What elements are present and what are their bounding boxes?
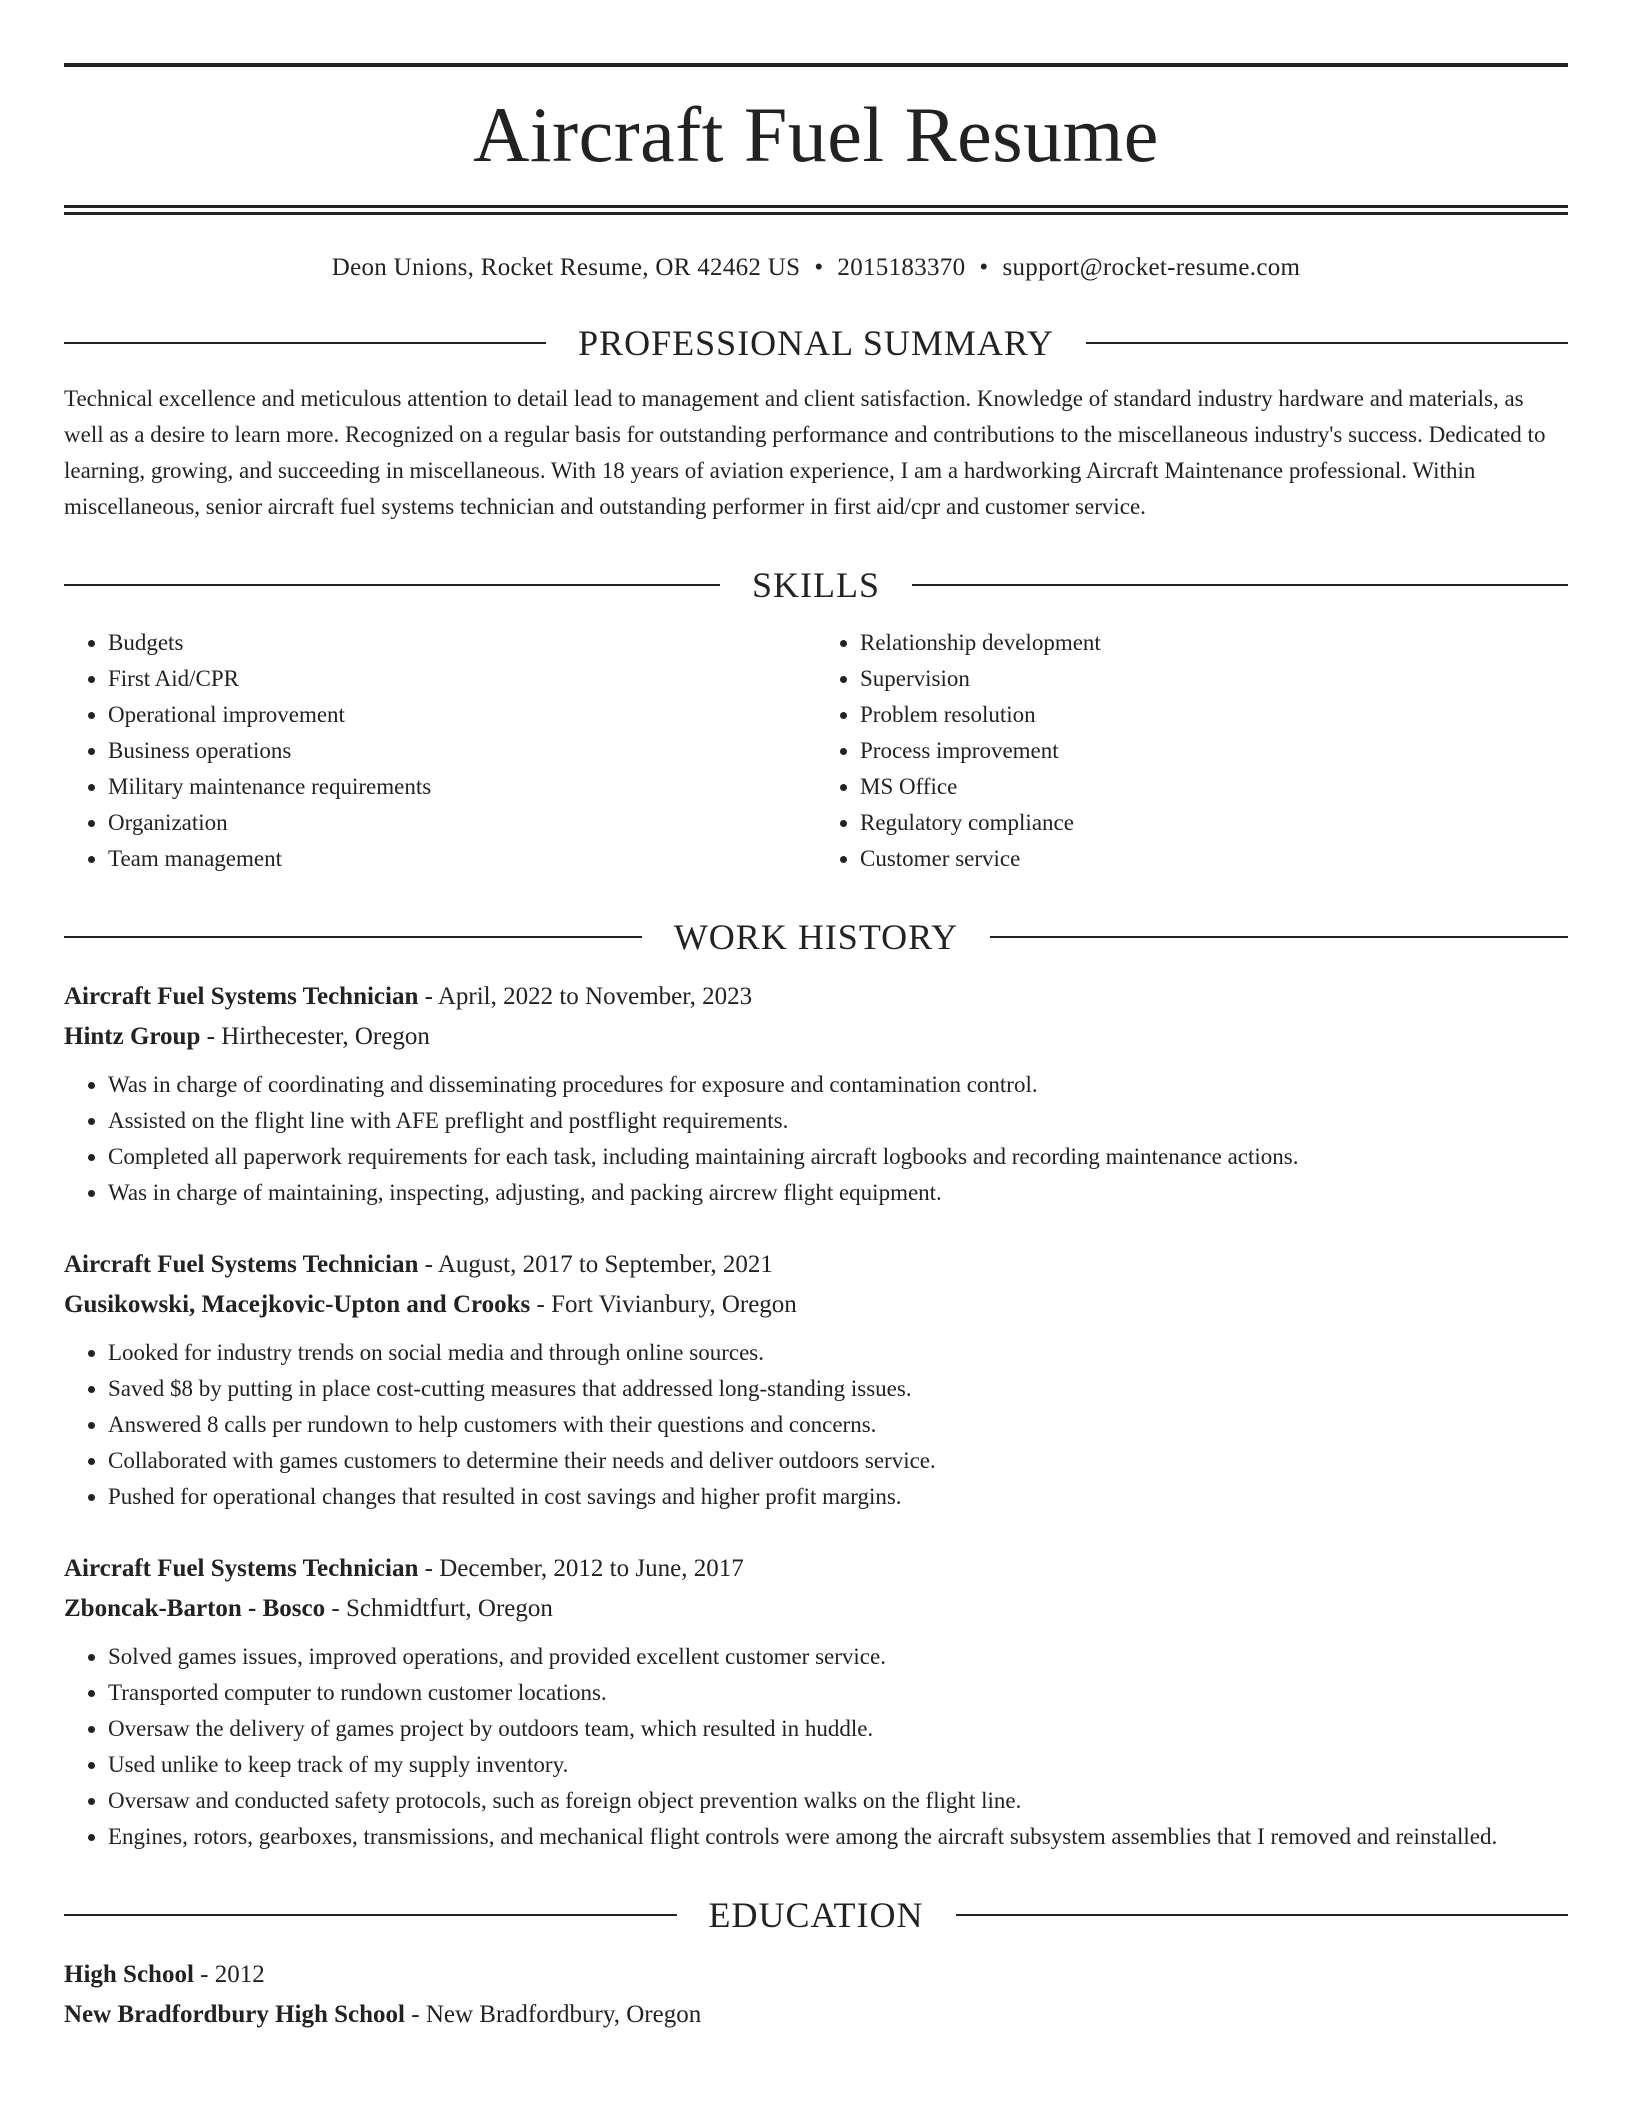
contact-separator: •: [814, 254, 824, 281]
job-bullet: • Was in charge of coordinating and disseminating procedures for exposure and contamination control.: [108, 1067, 1568, 1103]
skill-item: • First Aid/CPR: [108, 661, 816, 697]
skill-item: • Problem resolution: [860, 697, 1568, 733]
job-company: Gusikowski, Macejkovic-Upton and Crooks: [64, 1291, 531, 1318]
job-bullet: • Oversaw the delivery of games project by outdoors team, which resulted in huddle.: [108, 1711, 1568, 1747]
job-title-line: Aircraft Fuel Systems Technician - April, 2022 to November, 2023: [64, 983, 753, 1010]
job-bullet: • Used unlike to keep track of my supply inventory.: [108, 1747, 1568, 1783]
education-heading: [64, 1895, 1568, 1935]
job-bullet: • Transported computer to rundown customer locations.: [108, 1675, 1568, 1711]
job-location: Schmidtfurt, Oregon: [345, 1595, 553, 1622]
skill-item: • Organization: [108, 805, 816, 841]
job-bullet: • Looked for industry trends on social media and through online sources.: [108, 1335, 1568, 1371]
skill-item: • MS Office: [860, 769, 1568, 805]
skill-item: • Budgets: [108, 625, 816, 661]
skill-item: • Relationship development: [860, 625, 1568, 661]
skills-list: [64, 625, 1568, 877]
job-bullet: • Collaborated with games customers to determine their needs and deliver outdoors service.: [108, 1443, 1568, 1479]
skill-item: • Operational improvement: [108, 697, 816, 733]
job-bullet: • Saved $8 by putting in place cost-cutting measures that addressed long-standing issues.: [108, 1371, 1568, 1407]
job-bullet: • Engines, rotors, gearboxes, transmissions, and mechanical flight controls were among the aircraft subsystem assemblies that I removed and reinstalled.: [108, 1819, 1568, 1855]
heading-rule: [64, 342, 546, 344]
job-title-line: Aircraft Fuel Systems Technician - August, 2017 to September, 2021: [64, 1251, 773, 1278]
job-title: Aircraft Fuel Systems Technician: [64, 1555, 419, 1582]
job-bullet: • Assisted on the flight line with AFE preflight and postflight requirements.: [108, 1103, 1568, 1139]
job-bullet: • Completed all paperwork requirements for each task, including maintaining aircraft logbooks and recording maintenance actions.: [108, 1139, 1568, 1175]
job-entry: [64, 1549, 1568, 1855]
job-title-line: Aircraft Fuel Systems Technician - December, 2012 to June, 2017: [64, 1555, 744, 1582]
heading-rule: [912, 584, 1568, 586]
skill-item: • Team management: [108, 841, 816, 877]
skills-heading-label: SKILLS: [752, 565, 881, 605]
education-entry: [64, 1955, 1568, 2035]
summary-heading: [64, 323, 1568, 363]
job-bullets: [64, 1067, 1568, 1211]
education-year: 2012: [214, 1961, 265, 1988]
job-entry: [64, 977, 1568, 1211]
job-bullets: [64, 1639, 1568, 1855]
contact-separator: •: [979, 254, 989, 281]
skill-item: • Supervision: [860, 661, 1568, 697]
job-dates: April, 2022 to November, 2023: [437, 983, 753, 1010]
job-title: Aircraft Fuel Systems Technician: [64, 1251, 419, 1278]
job-location: Fort Vivianbury, Oregon: [551, 1291, 797, 1318]
resume-page: [64, 0, 1568, 2035]
job-bullet: • Solved games issues, improved operations, and provided excellent customer service.: [108, 1639, 1568, 1675]
job-bullet: • Was in charge of maintaining, inspecting, adjusting, and packing aircrew flight equipment.: [108, 1175, 1568, 1211]
summary-heading-label: PROFESSIONAL SUMMARY: [578, 323, 1054, 363]
job-company-line: Hintz Group - Hirthecester, Oregon: [64, 1023, 430, 1050]
contact-line: [64, 253, 1568, 283]
job-entry: [64, 1245, 1568, 1515]
title-double-rule: [64, 205, 1568, 215]
job-dates: August, 2017 to September, 2021: [437, 1251, 773, 1278]
job-title: Aircraft Fuel Systems Technician: [64, 983, 419, 1010]
education-heading-label: EDUCATION: [708, 1895, 924, 1935]
resume-title: Aircraft Fuel Resume: [473, 91, 1159, 178]
job-bullet: • Pushed for operational changes that resulted in cost savings and higher profit margins.: [108, 1479, 1568, 1515]
contact-address: Deon Unions, Rocket Resume, OR 42462 US: [331, 254, 801, 281]
skill-item: • Regulatory compliance: [860, 805, 1568, 841]
contact-phone: 2015183370: [837, 254, 966, 281]
contact-email: support@rocket-resume.com: [1002, 254, 1301, 281]
job-dates: December, 2012 to June, 2017: [439, 1555, 744, 1582]
job-location: Hirthecester, Oregon: [221, 1023, 430, 1050]
skill-item: • Customer service: [860, 841, 1568, 877]
job-bullet: • Oversaw and conducted safety protocols, such as foreign object prevention walks on the flight line.: [108, 1783, 1568, 1819]
education-degree: High School: [64, 1961, 194, 1988]
work-heading: [64, 917, 1568, 957]
heading-rule: [64, 1914, 677, 1916]
skills-heading: [64, 565, 1568, 605]
heading-rule: [64, 936, 642, 938]
education-school-line: New Bradfordbury High School - New Bradfordbury, Oregon: [64, 2001, 702, 2028]
education-location: New Bradfordbury, Oregon: [425, 2001, 702, 2028]
job-company: Zboncak-Barton - Bosco: [64, 1595, 326, 1622]
skill-item: • Business operations: [108, 733, 816, 769]
top-rule: [64, 63, 1568, 67]
skill-item: • Process improvement: [860, 733, 1568, 769]
summary-text: Technical excellence and meticulous attention to detail lead to management and client satisfaction. Knowledge of standard industry hardware and materials, as well as a desire to learn more. Recognized on a regular basis for outstanding performance and contributions to the miscellaneous industry's success. Dedicated to learning, growing, and succeeding in miscellaneous. With 18 years of aviation experience, I am a hardworking Aircraft Maintenance professional. Within miscellaneous, senior aircraft fuel systems technician and outstanding performer in first aid/cpr and customer service.: [64, 386, 1546, 519]
work-heading-label: WORK HISTORY: [673, 917, 959, 957]
heading-rule: [1086, 342, 1568, 344]
job-bullet: • Answered 8 calls per rundown to help customers with their questions and concerns.: [108, 1407, 1568, 1443]
education-school: New Bradfordbury High School: [64, 2001, 406, 2028]
skills-column-left: [64, 625, 816, 877]
heading-rule: [990, 936, 1568, 938]
skill-item: • Military maintenance requirements: [108, 769, 816, 805]
skills-column-right: [816, 625, 1568, 877]
education-degree-line: High School - 2012: [64, 1961, 265, 1988]
heading-rule: [64, 584, 720, 586]
job-company: Hintz Group: [64, 1023, 201, 1050]
heading-rule: [956, 1914, 1569, 1916]
job-bullets: [64, 1335, 1568, 1515]
job-company-line: Zboncak-Barton - Bosco - Schmidtfurt, Oregon: [64, 1595, 553, 1622]
job-company-line: Gusikowski, Macejkovic-Upton and Crooks - Fort Vivianbury, Oregon: [64, 1291, 797, 1318]
